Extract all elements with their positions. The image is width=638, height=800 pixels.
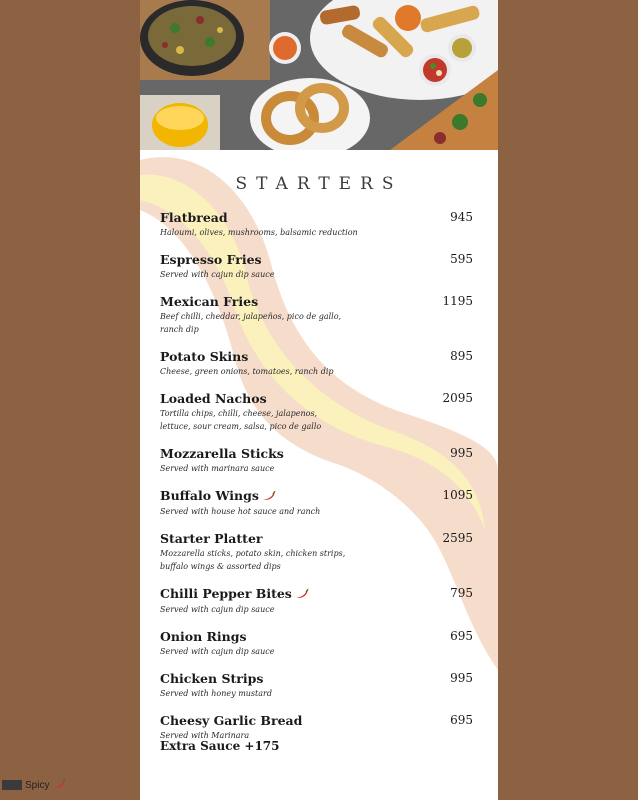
item-price: 595 bbox=[450, 252, 473, 266]
item-name bbox=[160, 585, 485, 603]
menu-items-list bbox=[160, 209, 485, 754]
item-name bbox=[160, 293, 485, 310]
item-name bbox=[160, 628, 485, 645]
section-title: STARTERS bbox=[235, 174, 403, 194]
item-price: 2595 bbox=[442, 531, 473, 545]
item-name-text: Onion Rings bbox=[160, 629, 247, 644]
menu-item bbox=[160, 390, 485, 433]
item-description: lettuce, sour cream, salsa, pico de gallo bbox=[160, 422, 322, 431]
item-name-text: Chicken Strips bbox=[160, 671, 264, 686]
chili-icon bbox=[262, 488, 276, 505]
menu-item bbox=[160, 251, 485, 281]
item-description: Tortilla chips, chilli, cheese, jalapenos, bbox=[160, 409, 318, 418]
item-description: Cheese, green onions, tomatoes, ranch dip bbox=[160, 367, 334, 376]
item-name bbox=[160, 348, 485, 365]
item-name-text: Loaded Nachos bbox=[160, 391, 267, 406]
item-price: 695 bbox=[450, 629, 473, 643]
item-description: Served with cajun dip sauce bbox=[160, 270, 275, 279]
item-description: Served with honey mustard bbox=[160, 689, 272, 698]
item-name-text: Espresso Fries bbox=[160, 252, 262, 267]
item-price: 995 bbox=[450, 446, 473, 460]
item-name bbox=[160, 670, 485, 687]
item-name-text: Chilli Pepper Bites bbox=[160, 586, 292, 601]
menu-item bbox=[160, 670, 485, 700]
menu-item bbox=[160, 530, 485, 573]
menu-item bbox=[160, 293, 485, 336]
item-name bbox=[160, 251, 485, 268]
menu-card bbox=[140, 0, 498, 800]
extra-sauce: Extra Sauce +175 bbox=[160, 739, 280, 753]
food-photo bbox=[140, 0, 498, 150]
item-description: Served with marinara sauce bbox=[160, 464, 275, 473]
menu-item bbox=[160, 585, 485, 616]
menu-item bbox=[160, 487, 485, 518]
spicy-legend bbox=[2, 778, 66, 792]
item-price: 995 bbox=[450, 671, 473, 685]
item-name bbox=[160, 712, 485, 729]
item-name bbox=[160, 530, 485, 547]
legend-bar bbox=[2, 780, 22, 790]
item-price: 795 bbox=[450, 586, 473, 600]
item-description: Beef chilli, cheddar, jalapeños, pico de gallo, ranch dip bbox=[160, 312, 342, 334]
menu-item bbox=[160, 445, 485, 475]
item-name-text: Starter Platter bbox=[160, 531, 263, 546]
item-price: 945 bbox=[450, 210, 473, 224]
item-price: 1095 bbox=[442, 488, 473, 502]
item-price: 2095 bbox=[442, 391, 473, 405]
item-name bbox=[160, 209, 485, 226]
item-name-text: Mexican Fries bbox=[160, 294, 259, 309]
menu-item bbox=[160, 628, 485, 658]
item-description: Served with cajun dip sauce bbox=[160, 605, 275, 614]
item-price: 1195 bbox=[442, 294, 473, 308]
item-description: Served with Marinara bbox=[160, 731, 250, 740]
item-description: Mozzarella sticks, potato skin, chicken strips, bbox=[160, 549, 346, 558]
item-name-text: Mozzarella Sticks bbox=[160, 446, 284, 461]
item-description: Haloumi, olives, mushrooms, balsamic reduction bbox=[160, 228, 358, 237]
item-name bbox=[160, 390, 485, 407]
item-name-text: Buffalo Wings bbox=[160, 488, 259, 503]
legend-label: Spicy bbox=[25, 779, 50, 791]
item-description: Served with house hot sauce and ranch bbox=[160, 507, 321, 516]
item-name-text: Flatbread bbox=[160, 210, 228, 225]
item-price: 895 bbox=[450, 349, 473, 363]
menu-item bbox=[160, 348, 485, 378]
chili-icon bbox=[295, 586, 309, 603]
menu-item bbox=[160, 712, 485, 742]
menu-item bbox=[160, 209, 485, 239]
item-name bbox=[160, 487, 485, 505]
item-price: 695 bbox=[450, 713, 473, 727]
item-name-text: Potato Skins bbox=[160, 349, 249, 364]
item-description: buffalo wings & assorted dips bbox=[160, 562, 281, 571]
chili-icon bbox=[52, 779, 66, 792]
item-name-text: Cheesy Garlic Bread bbox=[160, 713, 303, 728]
item-name bbox=[160, 445, 485, 462]
item-description: Served with cajun dip sauce bbox=[160, 647, 275, 656]
food-photo-illustration bbox=[140, 0, 498, 150]
